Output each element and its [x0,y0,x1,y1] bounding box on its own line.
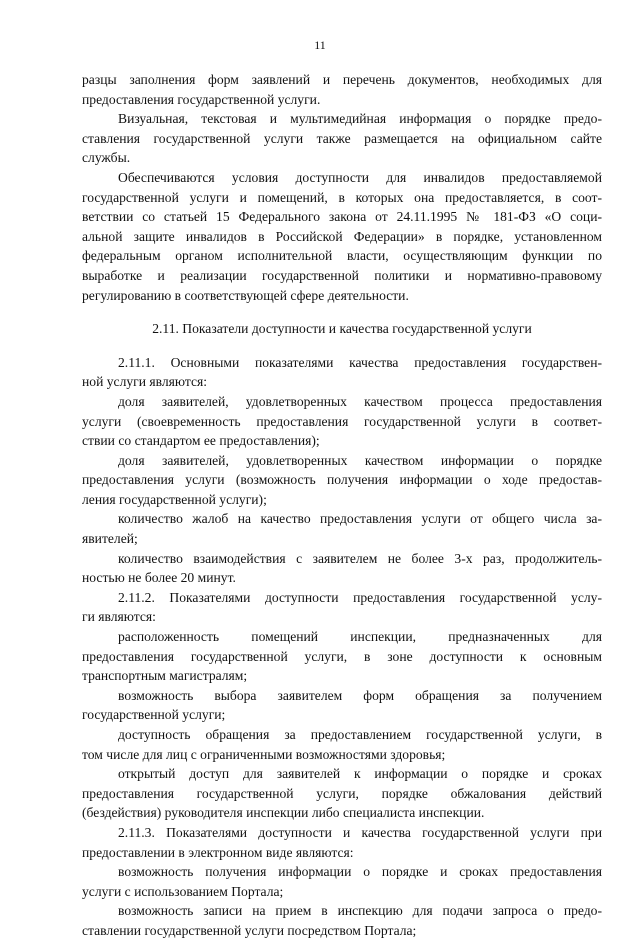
text-line: ностью не более 20 минут. [82,570,236,586]
text-line: разцы заполнения форм заявлений и перечень документов, необходимых для [82,72,602,87]
text-line: ги являются: [82,609,156,625]
text-line: возможность записи на прием в инспекцию для подачи запроса о предо- [118,903,602,919]
text-line: альной защите инвалидов в Российской Федерации» в порядке, установленном [82,228,602,244]
text-line: предоставления государственной услуги, в зоне доступности к основным [82,648,602,664]
text-line: службы. [82,150,131,166]
text-line: выработке и реализации государственной политики и нормативно-правовому [82,267,602,283]
text-line: расположенность помещений инспекции, предназначенных для [118,629,602,645]
text-line: ствии со стандартом ее предоставления); [82,433,320,449]
text-line: услуги (своевременность предоставления государственной услуги в соответ- [82,413,602,429]
text-line: возможность получения информации о порядке и сроках предоставления [118,864,602,880]
text-line: том числе для лиц с ограниченными возможностями здоровья; [82,746,446,762]
text-line: количество жалоб на качество предоставления услуги от общего числа за- [118,511,602,527]
text-line: ной услуги являются: [82,374,208,390]
text-line: доступность обращения за предоставлением государственной услуги, в [118,727,602,742]
text-line: предоставления государственной услуги, порядке обжалования действий [82,785,602,801]
text-line: количество взаимодействия с заявителем не более 3-х раз, продолжитель- [118,550,602,566]
text-line: 2.11.2. Показателями доступности предоставления государственной услу- [118,589,602,605]
text-line: ставления государственной услуги также размещается на официальном сайте [82,130,602,146]
text-line: доля заявителей, удовлетворенных качеством информации о порядке [118,452,602,468]
text-line: ветствии со статьей 15 Федерального закона от 24.11.1995 № 181-ФЗ «О соци- [82,209,602,225]
text-line: государственной услуги и помещений, в которых она предоставляется, в соот- [82,189,602,205]
text-line: предоставления государственной услуги. [82,91,321,107]
page-number: 11 [314,38,326,52]
text-line: (бездействия) руководителя инспекции либо специалиста инспекции. [82,805,485,821]
text-line: транспортным магистралям; [82,668,248,684]
section-heading: 2.11. Показатели доступности и качества государственной услуги [152,321,532,337]
text-line: предоставления услуги (возможность получения информации о ходе предостав- [82,472,602,488]
text-line: ления государственной услуги); [82,491,267,507]
document-body [82,70,602,941]
text-line: явителей; [82,531,138,547]
text-line: возможность выбора заявителем форм обращения за получением [118,687,602,703]
text-line: Визуальная, текстовая и мультимедийная информация о порядке предо- [118,111,602,127]
text-line: услуги с использованием Портала; [82,883,284,899]
text-line: 2.11.3. Показателями доступности и качества государственной услуги при [118,824,602,840]
text-line: регулированию в соответствующей сфере деятельности. [82,287,409,303]
text-line: открытый доступ для заявителей к информации о порядке и сроках [118,766,602,782]
text-line: Обеспечиваются условия доступности для инвалидов предоставляемой [118,169,602,185]
text-line: 2.11.1. Основными показателями качества предоставления государствен- [118,354,602,370]
text-line: государственной услуги; [82,707,226,723]
text-line: доля заявителей, удовлетворенных качеством процесса предоставления [118,393,602,409]
text-line: предоставлении в электронном виде являются: [82,844,354,860]
text-line: ставлении государственной услуги посредством Портала; [82,922,417,938]
text-line: федеральным органом исполнительной власти, осуществляющим функции по [82,248,602,264]
